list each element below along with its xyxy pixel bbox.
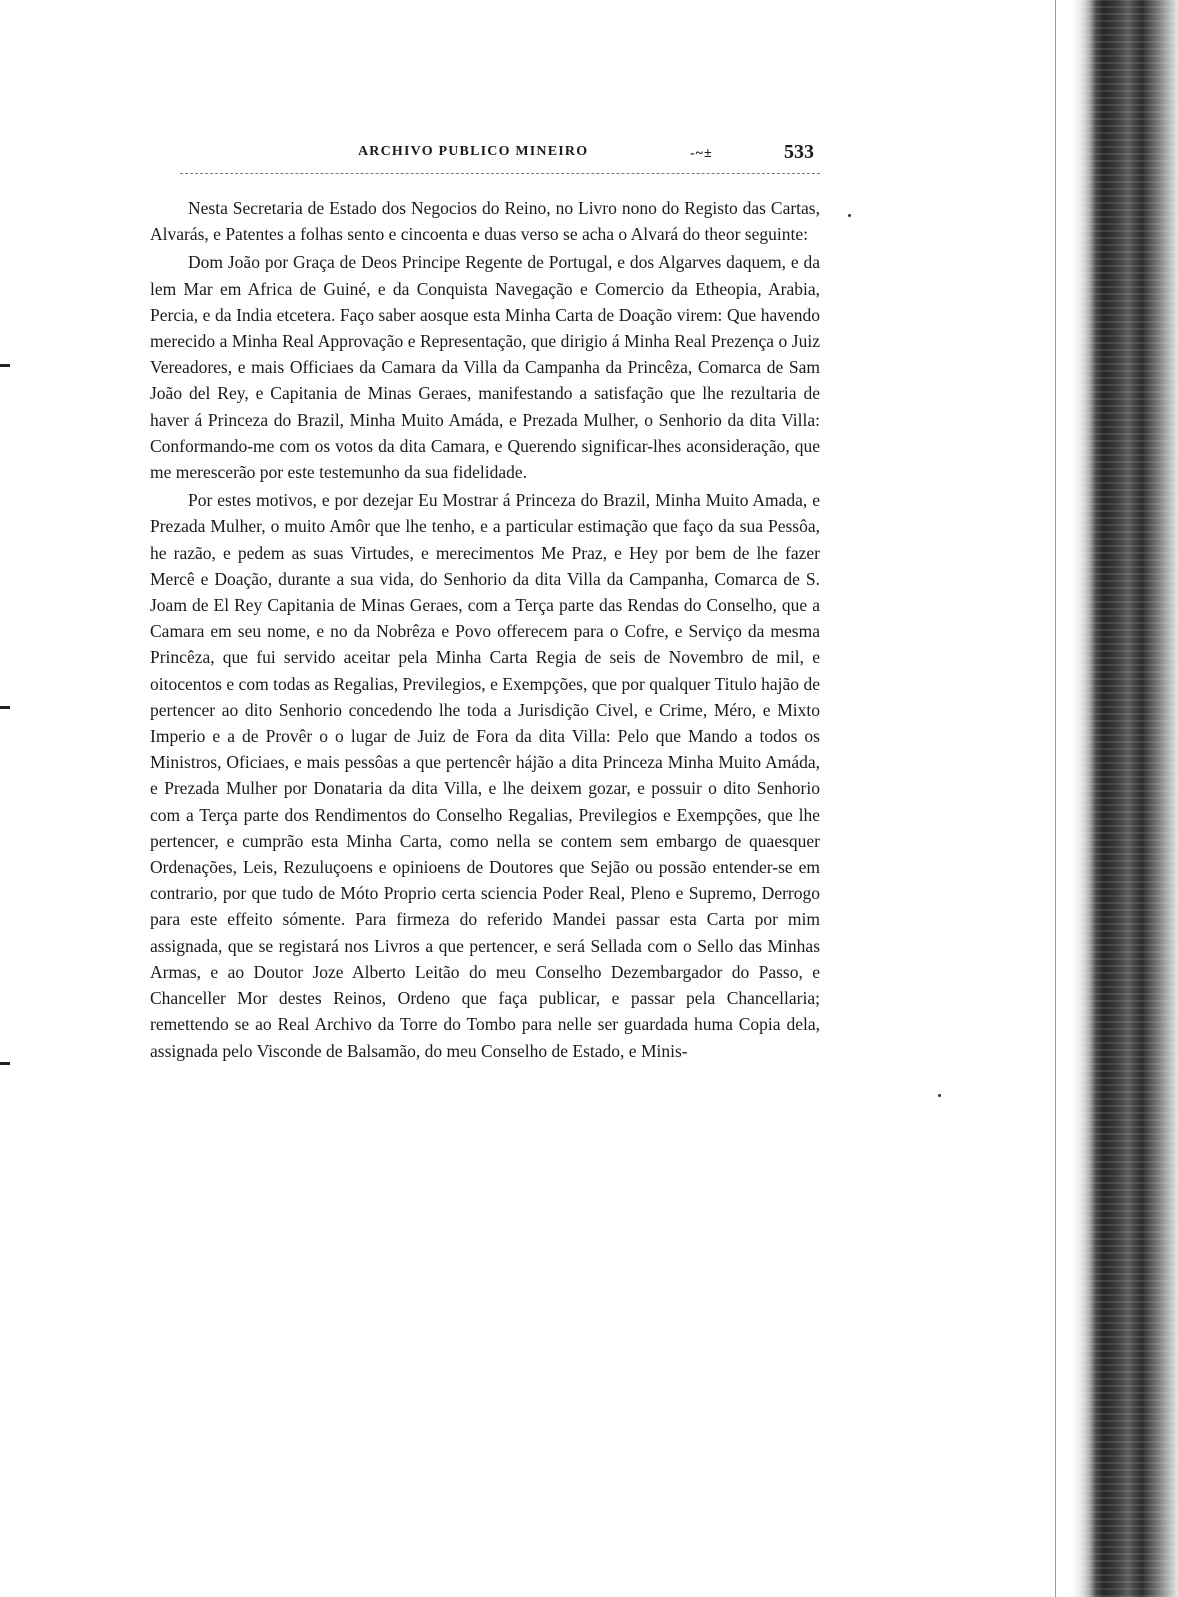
- scan-speck: [848, 214, 851, 217]
- book-binding-edge: [1070, 0, 1178, 1597]
- document-body: [150, 195, 820, 1064]
- margin-mark: [0, 364, 10, 367]
- paragraph: Por estes motivos, e por dezejar Eu Mostrar á Princeza do Brazil, Minha Muito Amada, e Prezada Mulher, o muito Amôr que lhe tenho, e a particular estimação que faço da sua Pessôa, he razão, e pedem as suas Virtudes, e merecimentos Me Praz, e Hey por bem de lhe fazer Mercê e Doação, durante a sua vida, do Senhorio da dita Villa da Campanha, Comarca de S. Joam de El Rey Capitania de Minas Geraes, com a Terça parte das Rendas do Conselho, que a Camara em seu nome, e no da Nobrêza e Povo offerecem para o Cofre, e Serviço da mesma Princêza, que fui servido aceitar pela Minha Carta Regia de seis de Novembro de mil, e oitocentos e com todas as Regalias, Previlegios, e Exempções, que por qualquer Titulo hajão de pertencer ao dito Senhorio concedendo lhe toda a Jurisdição Civel, e Crime, Méro, e Mixto Imperio e a de Provêr o o lugar de Juiz de Fora da dita Villa: Pelo que Mando a todos os Ministros, Oficiaes, e mais pessôas a que pertencêr hájão a dita Princeza Minha Muito Amáda, e Prezada Mulher por Donataria da dita Villa, e lhe deixem gozar, e possuir o dito Senhorio com a Terça parte dos Rendimentos do Conselho Regalias, Previlegios e Exempções, que lhe pertencer, e cumprão esta Minha Carta, como nella se contem sem embargo de quaesquer Ordenações, Leis, Rezuluçoens e opinioens de Doutores que Sejão ou possão entender-se em contrario, por que tudo de Móto Proprio certa sciencia Poder Real, Pleno e Supremo, Derrogo para este effeito sómente. Para firmeza do referido Mandei passar esta Carta por mim assignada, que se registará nos Livros a que pertencer, e será Sellada com o Sello das Minhas Armas, e ao Doutor Joze Alberto Leitão do meu Conselho Dezembargador do Passo, e Chanceller Mor destes Reinos, Ordeno que faça publicar, e passar pela Chancellaria; remettendo se ao Real Archivo da Torre do Tombo para nelle ser guardada huma Copia dela, assignada pelo Visconde de Balsamão, do meu Conselho de Estado, e Minis-: [150, 490, 820, 1061]
- binding-shadow-line: [1055, 0, 1056, 1597]
- paragraph: Dom João por Graça de Deos Principe Regente de Portugal, e dos Algarves daquem, e da lem Mar em Africa de Guiné, e da Conquista Navegação e Comercio da Etheopia, Arabia, Percia, e da India etcetera. Faço saber aosque esta Minha Carta de Doação virem: Que havendo merecido a Minha Real Approvação e Representação, que dirigio á Minha Real Prezença o Juiz Vereadores, e mais Officiaes da Camara da Villa da Campanha da Princêza, Comarca de Sam João del Rey, e Capitania de Minas Geraes, manifestando a satisfação que lhe rezultaria de haver á Princeza do Brazil, Minha Muito Amáda, e Prezada Mulher, o Senhorio da dita Villa: Conformando-me com os votos da dita Camara, e Querendo significar-lhes aconsideração, que me merescerão por este testemunho da sua fidelidade.: [150, 252, 820, 483]
- running-header: [150, 141, 820, 170]
- header-ornament: -~±: [690, 146, 713, 161]
- margin-mark: [0, 1062, 10, 1065]
- margin-mark: [0, 706, 10, 709]
- scan-speck: [938, 1094, 941, 1097]
- page-number: 533: [784, 141, 814, 163]
- header-rule: [180, 173, 820, 174]
- paragraph: Nesta Secretaria de Estado dos Negocios do Reino, no Livro nono do Registo das Cartas, Alvarás, e Patentes a folhas sento e cincoenta e duas verso se acha o Alvará do theor seguinte:: [150, 198, 820, 245]
- journal-title: ARCHIVO PUBLICO MINEIRO: [358, 144, 589, 159]
